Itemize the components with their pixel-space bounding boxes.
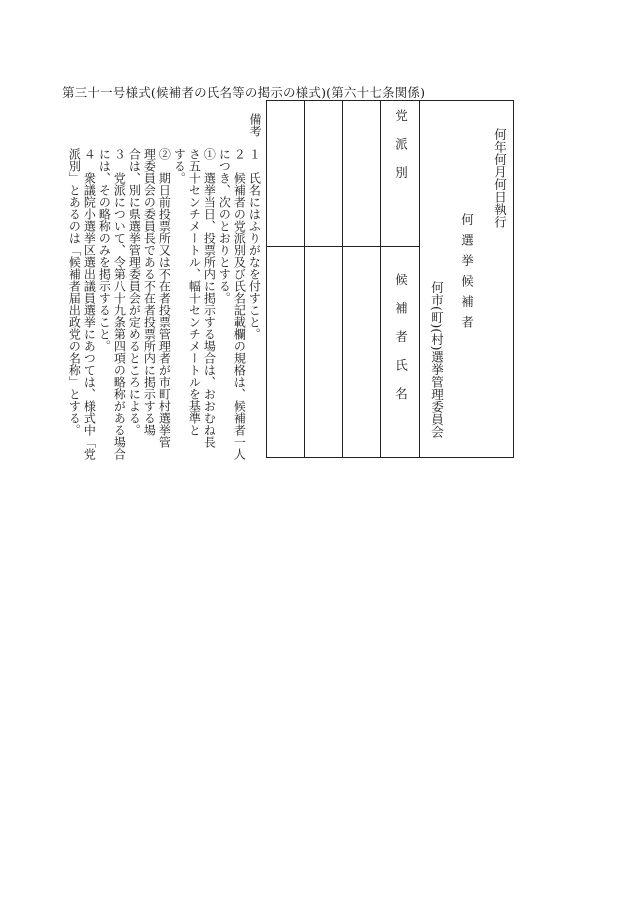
note-line: 合は、別に県選挙管理委員会が定めるところによる。: [127, 148, 142, 436]
election-name: 何 選 挙 候 補 者: [459, 213, 475, 330]
divider-column-3: [304, 101, 305, 457]
name-column-label: 候 補 者 氏 名: [393, 273, 409, 406]
note-line: １ 氏名にはふりがなを付すこと。: [247, 148, 262, 340]
divider-column-1: [380, 101, 381, 457]
notes-header: 備考: [248, 113, 262, 137]
form-title: 第三十一号様式(候補者の氏名等の掲示の様式)(第六十七条関係): [62, 85, 426, 100]
note-line: ① 選挙当日、投票所内に掲示する場合は、おおむね長: [202, 148, 217, 448]
note-line: さ五十センチメートル、幅十センチメートルを基準と: [187, 148, 202, 436]
note-line: ２ 候補者の党派別及び氏名記載欄の規格は、候補者一人: [232, 148, 247, 460]
note-line: には、その略称のみを掲示すること。: [97, 148, 112, 352]
row-divider: [267, 246, 419, 247]
divider-column-2: [342, 101, 343, 457]
note-line: 派別」とあるのは「候補者届出政党の名称」とする。: [67, 148, 82, 436]
note-line: ② 期日前投票所又は不在者投票管理者が市町村選挙管: [157, 148, 172, 448]
divider-header: [419, 101, 420, 457]
note-line: 理委員会の委員長である不在者投票所内に掲示する場: [142, 148, 157, 436]
election-committee: 何市(町)(村)選挙管理委員会: [429, 281, 445, 439]
note-line: ４ 衆議院小選挙区選出議員選挙にあつては、様式中「党: [82, 148, 97, 460]
election-date: 何年何月何日執行: [492, 128, 508, 228]
note-line: につき、次のとおりとする。: [217, 148, 232, 304]
notice-board-frame: [266, 100, 514, 458]
note-line: する。: [172, 148, 187, 184]
note-line: ３ 党派について、令第八十九条第四項の略称がある場合: [112, 148, 127, 460]
party-column-label: 党 派 別: [393, 109, 409, 185]
